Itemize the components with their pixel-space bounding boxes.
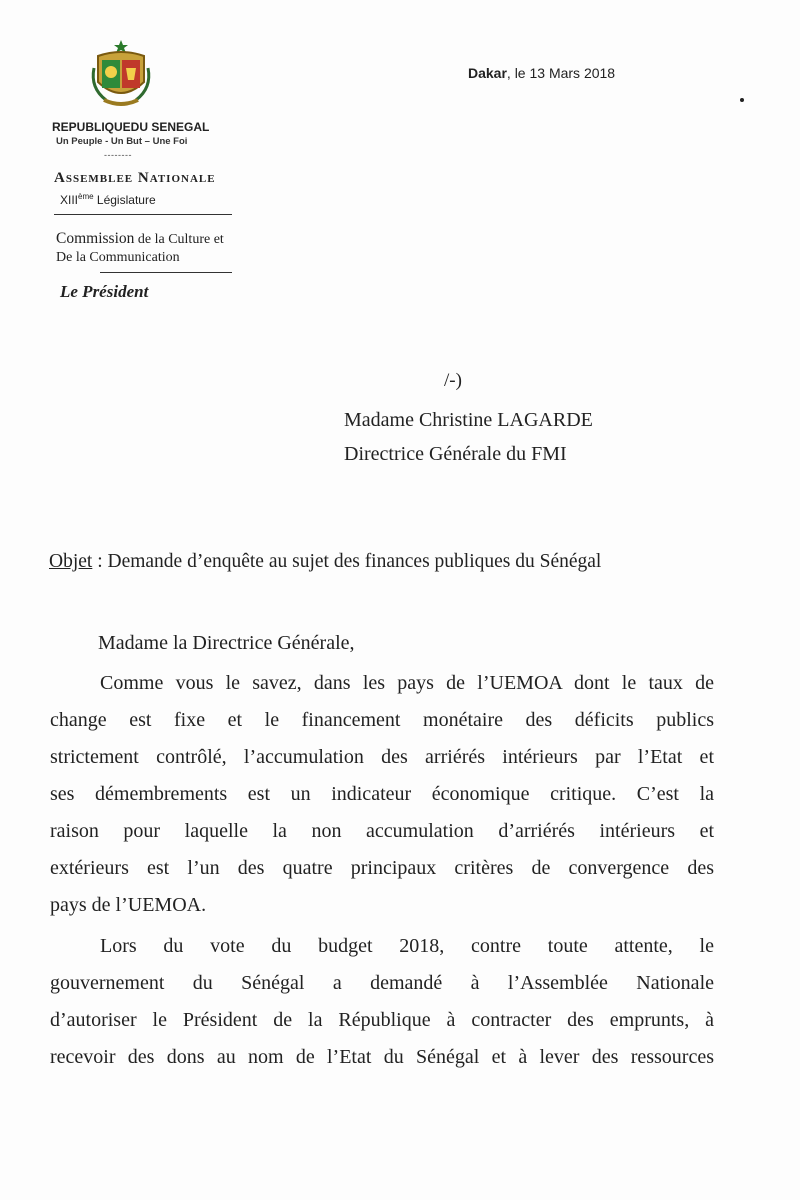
commission-line2: De la Communication [56,250,180,265]
commission-lead: Commission [56,230,135,247]
subject-label: Objet [49,551,93,572]
body-line: extérieurs est l’un des quatre principaux critères de convergence des [50,857,714,879]
body-line: recevoir des dons au nom de l’Etat du Sénégal et à lever des ressources [50,1046,714,1068]
body-line: pays de l’UEMOA. [50,894,207,916]
attention-mark: /-) [444,370,462,391]
salutation: Madame la Directrice Générale, [98,632,355,654]
national-motto: Un Peuple - Un But – Une Foi [56,136,188,147]
body-line: raison pour laquelle la non accumulation d’arriérés intérieurs et [50,820,714,842]
date-place: Dakar [468,65,507,81]
assembly-name: Assemblee Nationale [54,170,216,186]
ink-speck [740,98,744,102]
body-line: change est fixe et le financement monétaire des déficits publics [50,709,714,731]
body-line: Comme vous le savez, dans les pays de l’UEMOA dont le taux de [100,672,714,694]
body-line: ses démembrements est un indicateur économique critique. C’est la [50,783,714,805]
divider [100,272,232,273]
president-title: Le Président [60,282,149,301]
body-line: d’autoriser le Président de la République à contracter des emprunts, à [50,1009,714,1031]
separator: -------- [104,150,132,160]
legislature-label: Législature [93,193,156,207]
commission-rest: de la Culture et [134,232,224,247]
legislature [60,192,156,207]
addressee-title: Directrice Générale du FMI [344,443,567,465]
subject-text: : Demande d’enquête au sujet des finances publiques du Sénégal [92,551,602,572]
addressee-name: Madame Christine LAGARDE [344,409,593,431]
subject-line [49,551,601,573]
republic-name: REPUBLIQUEDU SENEGAL [52,120,210,134]
commission-name [56,230,224,267]
divider [54,214,232,215]
legislature-ordinal: ème [78,192,94,201]
body-line: strictement contrôlé, l’accumulation des arriérés intérieurs par l’Etat et [50,746,714,768]
date-text: , le 13 Mars 2018 [506,65,616,81]
legislature-number: XIII [60,193,79,207]
body-line: Lors du vote du budget 2018, contre toute attente, le [100,935,714,957]
body-line: gouvernement du Sénégal a demandé à l’Assemblée Nationale [50,972,714,994]
coat-of-arms-seal-icon [84,38,158,112]
letter-date [468,65,615,81]
